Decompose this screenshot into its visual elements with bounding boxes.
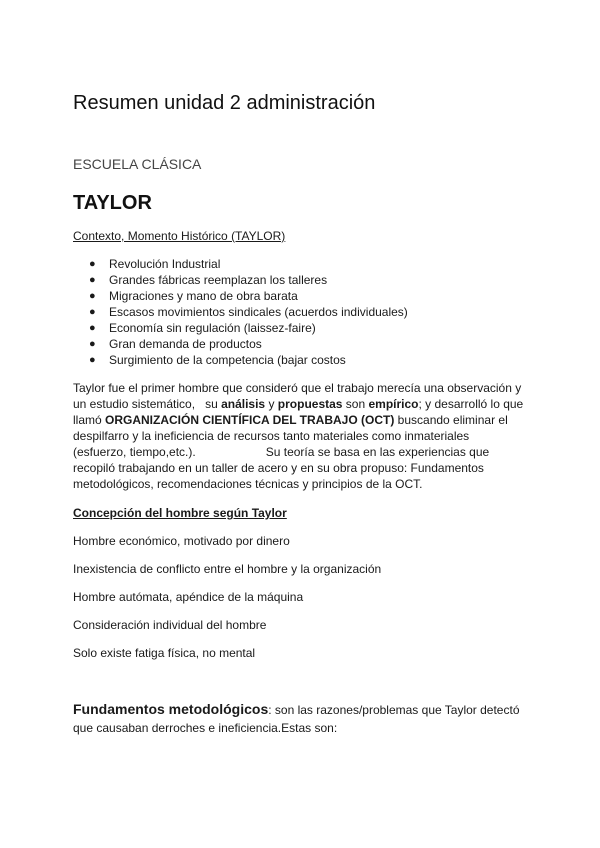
- context-heading: Contexto, Momento Histórico (TAYLOR): [73, 229, 286, 243]
- bullet-icon: ●: [89, 338, 96, 350]
- fundamentos-lead: Fundamentos metodológicos: [73, 701, 269, 717]
- list-item: ● Escasos movimientos sindicales (acuerdos individuales): [89, 305, 408, 319]
- school-heading: ESCUELA CLÁSICA: [73, 156, 202, 172]
- concepcion-item: Consideración individual del hombre: [73, 618, 267, 632]
- fundamentos-paragraph: Fundamentos metodológicos: son las razones/problemas que Taylor detectó que causaban derroches e ineficiencia.Estas son:: [73, 701, 520, 735]
- bullet-icon: ●: [89, 290, 96, 302]
- concepcion-item: Hombre autómata, apéndice de la máquina: [73, 590, 304, 604]
- list-item: ● Revolución Industrial: [89, 257, 221, 271]
- bullet-icon: ●: [89, 354, 96, 366]
- bullet-icon: ●: [89, 306, 96, 318]
- list-item: ● Surgimiento de la competencia (bajar costos: [89, 353, 346, 367]
- section-title: TAYLOR: [73, 192, 152, 214]
- concepcion-item: Hombre económico, motivado por dinero: [73, 534, 290, 548]
- concepcion-item: Inexistencia de conflicto entre el hombre y la organización: [73, 562, 382, 576]
- list-item: ● Grandes fábricas reemplazan los talleres: [89, 273, 328, 287]
- list-item: ● Migraciones y mano de obra barata: [89, 289, 298, 303]
- bullet-icon: ●: [89, 258, 96, 270]
- concepcion-item: Solo existe fatiga física, no mental: [73, 646, 256, 660]
- taylor-paragraph: Taylor fue el primer hombre que consideró que el trabajo merecía una observación y un estudio sistemático, su análisis y propuestas son empírico; y desarrolló lo que llamó ORGANIZACIÓN CIENTÍFICA DEL TRABAJO (OCT) buscando eliminar el despilfarro y la ineficiencia de recursos tanto materiales como inmateriales (esfuerzo, tiempo,etc.). Su teoría se basa en las experiencias que recopiló trabajando en un taller de acero y en su obra propuso: Fundamentos metodológicos, recomendaciones técnicas y principios de la OCT.: [73, 381, 524, 491]
- bullet-icon: ●: [89, 322, 96, 334]
- context-bullet-list: [73, 256, 408, 368]
- list-item: ● Economía sin regulación (laissez-faire): [89, 321, 316, 335]
- list-item: ● Gran demanda de productos: [89, 337, 262, 351]
- concepcion-heading: Concepción del hombre según Taylor: [73, 506, 287, 520]
- bullet-icon: ●: [89, 274, 96, 286]
- document-title: Resumen unidad 2 administración: [73, 92, 376, 114]
